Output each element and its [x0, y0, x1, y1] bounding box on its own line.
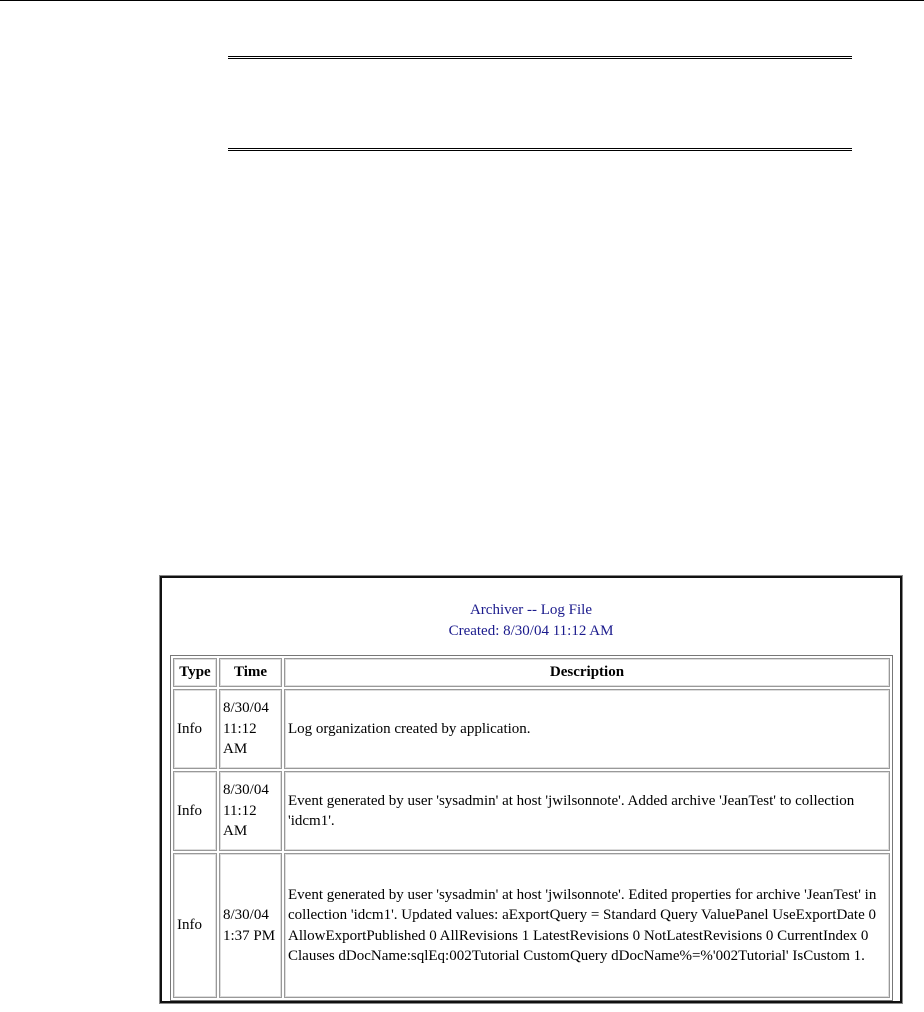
log-created: Created: 8/30/04 11:12 AM — [448, 623, 614, 639]
note-top-rule — [228, 56, 852, 59]
cell-time — [219, 689, 282, 769]
log-table — [170, 655, 893, 1001]
time-clock: 11:12 — [223, 720, 257, 737]
time-meridiem: AM — [223, 741, 248, 758]
column-header-description: Description — [284, 658, 890, 687]
column-header-time: Time — [219, 658, 282, 687]
table-row — [173, 771, 890, 851]
time-clock: 11:12 — [223, 802, 257, 819]
cell-time — [219, 853, 282, 998]
archiver-log-screenshot — [160, 576, 902, 1003]
column-header-type: Type — [173, 658, 217, 687]
time-date: 8/30/04 — [223, 700, 269, 717]
cell-type: Info — [173, 771, 217, 851]
table-row — [173, 689, 890, 769]
note-bottom-rule — [228, 148, 852, 151]
time-meridiem: AM — [223, 823, 248, 840]
page-top-rule — [0, 0, 924, 1]
log-header — [162, 600, 900, 642]
table-header-row — [173, 658, 890, 687]
time-date: 8/30/04 — [223, 907, 269, 923]
time-clock: 1:37 PM — [223, 927, 276, 944]
cell-description: Event generated by user 'sysadmin' at host 'jwilsonnote'. Added archive 'JeanTest' to collection 'idcm1'. — [284, 771, 890, 851]
table-row — [173, 853, 890, 998]
log-title: Archiver -- Log File — [469, 602, 593, 618]
time-date: 8/30/04 — [223, 782, 269, 799]
cell-description: Event generated by user 'sysadmin' at host 'jwilsonnote'. Edited properties for archive 'JeanTest' in collection 'idcm1'. Updated values: aExportQuery = Standard Query ValuePanel UseExportDate 0 AllowExportPublished 0 AllRevisions 1 LatestRevisions 0 NotLatestRevisions 0 CurrentIndex 0 Clauses dDocName:sqlEq:002Tutorial CustomQuery dDocName%=%'002Tutorial' IsCustom 1. — [284, 853, 890, 998]
cell-time — [219, 771, 282, 851]
cell-type: Info — [173, 853, 217, 998]
cell-description: Log organization created by application. — [284, 689, 890, 769]
cell-type: Info — [173, 689, 217, 769]
